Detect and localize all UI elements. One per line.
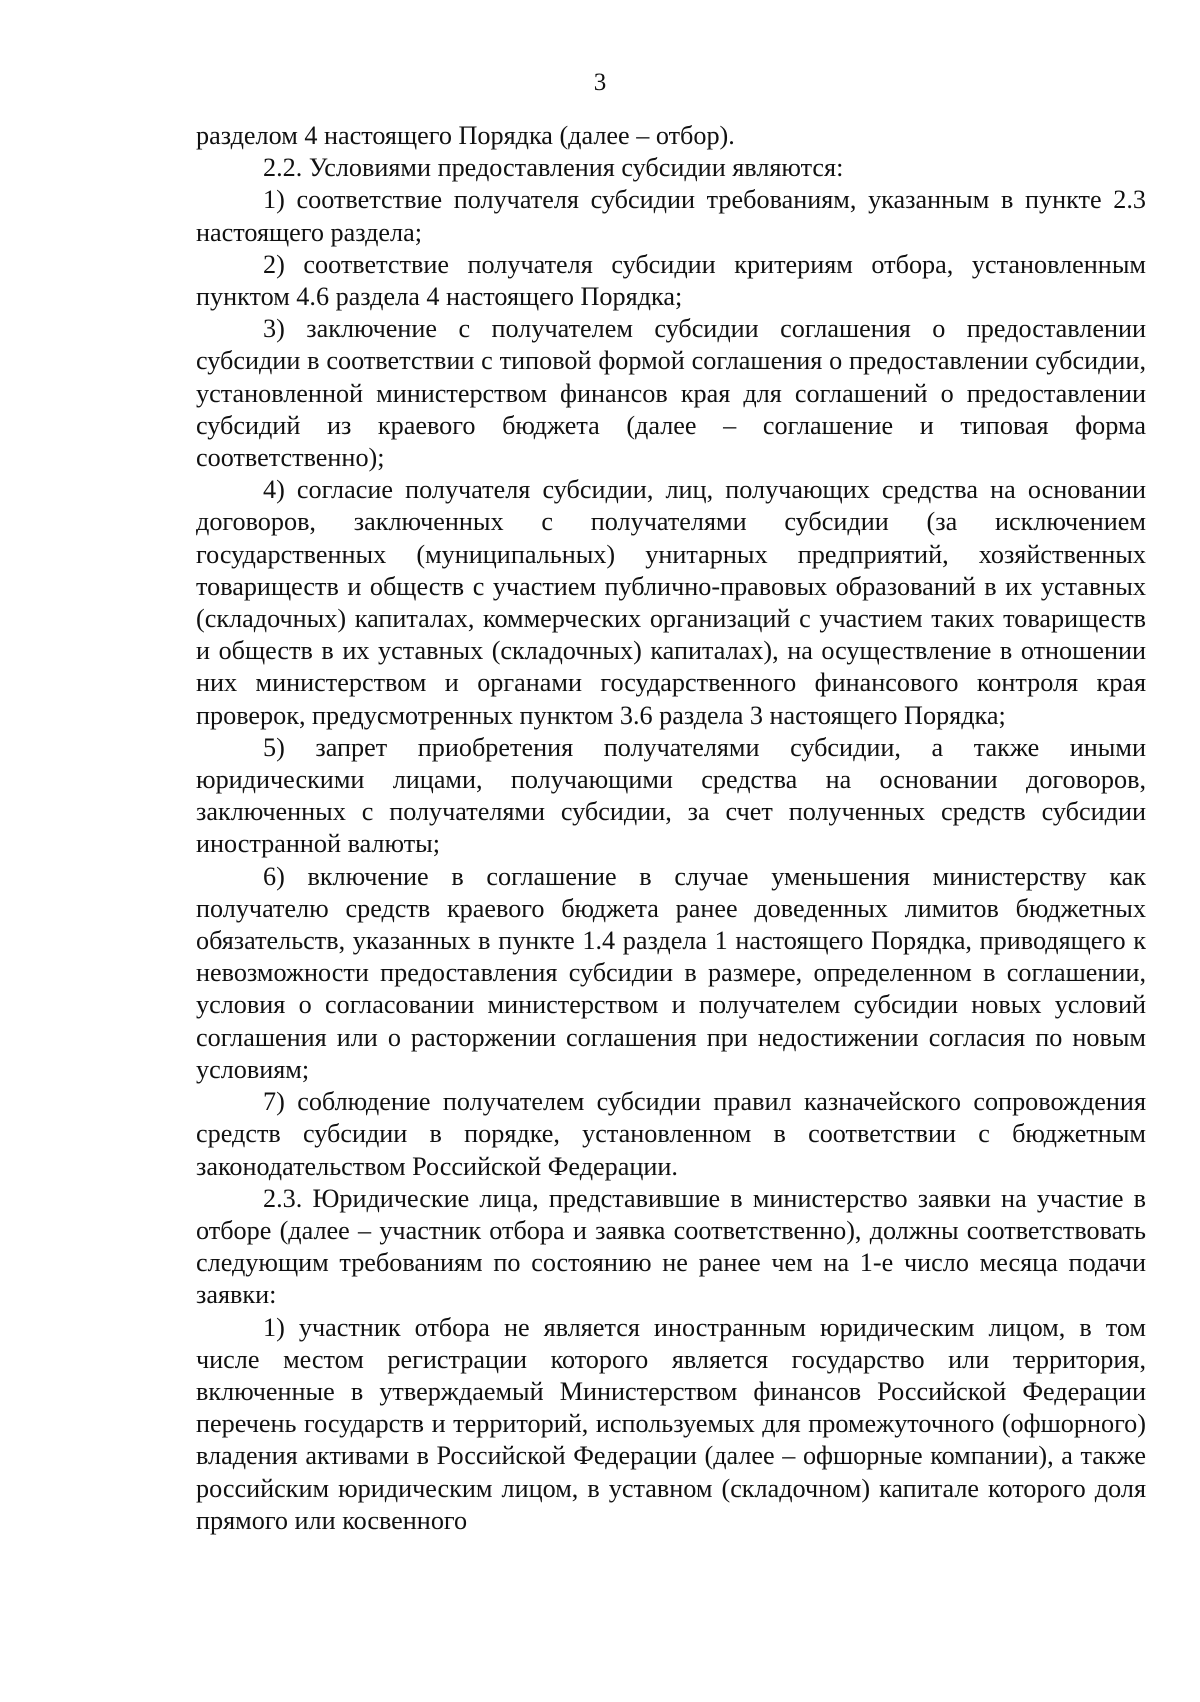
paragraph: 3) заключение с получателем субсидии соглашения о предоставлении субсидии в соответствии с типовой формой соглашения о предоставлении субсидии, установленной министерством финансов края для соглашений о предоставлении субсидий из краевого бюджета (далее – соглашение и типовая форма соответственно); xyxy=(196,314,1146,473)
paragraph: разделом 4 настоящего Порядка (далее – отбор). xyxy=(196,121,735,150)
paragraph: 2) соответствие получателя субсидии критериям отбора, установленным пунктом 4.6 раздела 4 настоящего Порядка; xyxy=(196,249,1146,312)
paragraph: 4) согласие получателя субсидии, лиц, получающих средства на основании договоров, заключенных с получателями субсидии (за исключением государственных (муниципальных) унитарных предприятий, хозяйственных товариществ и обществ с участием публично-правовых образований в их уставных (складочных) капиталах, коммерческих организаций с участием таких товариществ и обществ в их уставных (складочных) капиталах), на осуществление в отношении них министерством и органами государственного финансового контроля края проверок, предусмотренных пунктом 3.6 раздела 3 настоящего Порядка; xyxy=(196,475,1146,730)
paragraph: 1) соответствие получателя субсидии требованиям, указанным в пункте 2.3 настоящего раздела; xyxy=(196,185,1146,247)
paragraph: 5) запрет приобретения получателями субсидии, а также иными юридическими лицами, получающими средства на основании договоров, заключенных с получателями субсидии, за счет полученных средств субсидии иностранной валюты; xyxy=(196,732,1146,859)
paragraph: 2.2. Условиями предоставления субсидии являются: xyxy=(263,153,844,183)
paragraph: 1) участник отбора не является иностранным юридическим лицом, в том числе местом регистрации которого является государство или территория, включенные в утверждаемый Министерством финансов Российской Федерации перечень государств и территорий, используемых для промежуточного (офшорного) владения активами в Российской Федерации (далее – офшорные компании), а также российским юридическим лицом, в уставном (складочном) капитале которого доля прямого или косвенного xyxy=(196,1312,1146,1535)
paragraph: 6) включение в соглашение в случае уменьшения министерству как получателю средств краевого бюджета ранее доведенных лимитов бюджетных обязательств, указанных в пункте 1.4 раздела 1 настоящего Порядка, приводящего к невозможности предоставления субсидии в размере, определенном в соглашении, условия о согласовании министерством и получателем субсидии новых условий соглашения или о расторжении соглашения при недостижении согласия по новым условиям; xyxy=(196,861,1146,1084)
document-body xyxy=(196,120,1146,1537)
page-number: 3 xyxy=(593,69,607,96)
paragraph: 7) соблюдение получателем субсидии правил казначейского сопровождения средств субсидии в порядке, установленном в соответствии с бюджетным законодательством Российской Федерации. xyxy=(196,1087,1146,1181)
paragraph: 2.3. Юридические лица, представившие в министерство заявки на участие в отборе (далее – участник отбора и заявка соответственно), должны соответствовать следующим требованиям по состоянию не ранее чем на 1-е число месяца подачи заявки: xyxy=(196,1183,1146,1310)
